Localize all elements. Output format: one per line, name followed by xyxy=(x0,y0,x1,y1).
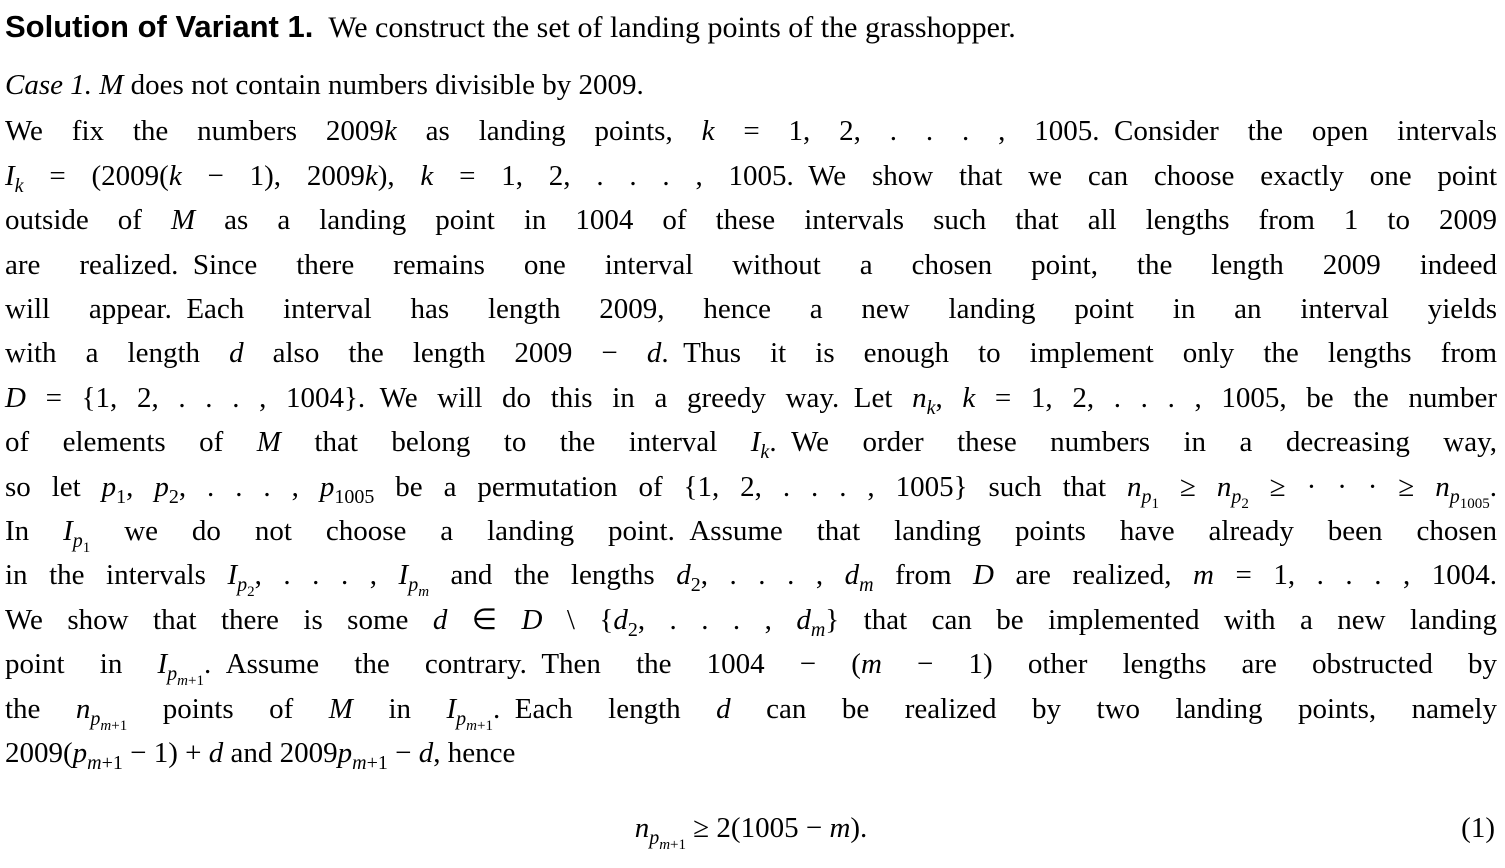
text-segment: Case 1. xyxy=(5,69,92,101)
text-segment: 1 xyxy=(116,485,127,508)
text-segment: p xyxy=(237,574,248,597)
text-segment: } that can be implemented with a new landing xyxy=(825,603,1498,636)
text-segment: from xyxy=(873,559,974,592)
text-segment: p xyxy=(72,737,88,770)
text-segment: +1 xyxy=(111,717,128,734)
text-segment: We show that there is some xyxy=(5,603,433,636)
text-segment: d xyxy=(229,337,244,370)
text-segment: are realized, xyxy=(993,559,1193,592)
text-segment: d xyxy=(796,603,811,636)
text-segment: d xyxy=(613,603,628,636)
text-segment: , . . . , xyxy=(178,470,320,503)
text-line xyxy=(5,509,1497,557)
text-segment: the xyxy=(5,692,76,725)
text-segment: m xyxy=(1192,559,1214,592)
text-segment: d xyxy=(844,559,860,592)
text-segment: M xyxy=(99,69,124,101)
text-segment: M xyxy=(256,426,281,459)
text-segment: in the intervals xyxy=(5,559,228,592)
text-segment: ≥ · · · ≥ xyxy=(1248,470,1436,503)
text-segment: m xyxy=(100,717,112,734)
text-segment: = 1, 2, . . . , 1005. We show that we can choose exactly one point xyxy=(433,159,1497,192)
case-1-heading xyxy=(5,63,1497,107)
text-segment: +1 xyxy=(477,717,493,734)
text-segment: as landing points, xyxy=(396,115,702,148)
text-segment: − 1) + xyxy=(122,737,209,770)
text-segment: p xyxy=(337,737,353,770)
text-segment: be a permutation of {1, 2, . . . , 1005} such that xyxy=(374,470,1127,503)
text-segment: in xyxy=(352,692,447,725)
text-segment: 1 xyxy=(82,540,91,557)
text-segment: with a length xyxy=(5,337,230,370)
text-segment: k xyxy=(701,115,715,148)
text-segment: p xyxy=(1449,485,1460,508)
text-segment: M xyxy=(170,204,196,237)
text-segment: p xyxy=(90,707,101,730)
text-segment: , hence xyxy=(433,737,516,770)
text-segment: I xyxy=(446,692,457,725)
text-segment: k xyxy=(760,441,770,464)
text-segment: k xyxy=(383,115,397,148)
text-segment: − xyxy=(387,737,419,770)
text-segment: p xyxy=(456,707,467,730)
text-segment: points of xyxy=(127,692,329,725)
text-line xyxy=(5,598,1497,642)
text-segment: I xyxy=(227,559,238,592)
text-segment: 2 xyxy=(247,584,255,601)
text-segment: point in xyxy=(5,648,158,681)
text-segment: \ { xyxy=(542,603,614,636)
text-segment: 2 xyxy=(690,574,701,597)
text-segment: m xyxy=(810,618,826,641)
text-segment: M xyxy=(328,692,353,725)
text-segment: − 1) other lengths are obstructed by xyxy=(881,648,1497,681)
text-segment: , xyxy=(126,470,155,503)
text-segment: so let xyxy=(5,470,102,503)
text-segment: n xyxy=(1127,470,1142,503)
text-line xyxy=(5,420,1497,464)
text-segment: . We order these numbers in a decreasing way, xyxy=(769,426,1497,459)
text-segment: I xyxy=(157,648,168,681)
text-segment: , xyxy=(935,381,963,414)
text-segment: d xyxy=(676,559,691,592)
text-line xyxy=(5,376,1497,420)
text-segment: k xyxy=(420,159,434,192)
text-segment: d xyxy=(432,603,448,636)
text-line xyxy=(5,331,1497,375)
text-segment: We construct the set of landing points of the grasshopper. xyxy=(313,11,1016,44)
text-segment: we do not choose a landing point. Assume that landing points have already been chosen xyxy=(90,515,1497,548)
text-segment: p xyxy=(72,530,83,553)
text-line xyxy=(5,553,1498,601)
text-segment: ), xyxy=(377,159,421,192)
text-segment: . Thus it is enough to implement only the lengths from xyxy=(661,337,1498,370)
text-segment: n xyxy=(912,381,927,414)
text-segment: D xyxy=(5,381,26,414)
text-segment: does not contain numbers divisible by 2009. xyxy=(123,69,644,101)
text-segment: , . . . , xyxy=(637,603,797,636)
text-segment: = (2009( xyxy=(23,159,169,192)
text-segment: d xyxy=(716,692,731,725)
text-segment: ≥ xyxy=(1159,470,1217,503)
text-segment: 2009( xyxy=(5,737,73,770)
text-line xyxy=(5,109,1497,153)
text-segment: and 2009 xyxy=(223,737,338,770)
text-segment: p xyxy=(154,470,169,503)
text-segment: k xyxy=(962,381,976,414)
text-segment: d xyxy=(208,737,224,770)
text-segment: . Assume the contrary. Then the 1004 − ( xyxy=(203,648,861,681)
text-segment: = {1, 2, . . . , 1004}. We will do this in a greedy way. Let xyxy=(25,381,913,414)
text-segment: m xyxy=(860,648,882,681)
text-line xyxy=(5,243,1497,287)
text-segment: +1 xyxy=(366,752,388,775)
text-segment: k xyxy=(168,159,182,192)
text-segment: 1005 xyxy=(334,485,375,508)
text-segment: as a landing point in 1004 of these intervals such that all lengths from 1 to 2009 xyxy=(195,204,1497,237)
text-line xyxy=(5,287,1497,331)
text-segment: . xyxy=(1489,470,1498,503)
text-segment: n xyxy=(634,811,650,844)
text-segment: ≥ 2(1005 − xyxy=(686,811,830,844)
text-segment: k xyxy=(926,396,936,419)
text-line xyxy=(5,154,1497,198)
text-segment: and the lengths xyxy=(429,559,677,592)
text-segment: k xyxy=(14,174,24,197)
text-segment: p xyxy=(1141,485,1152,508)
text-segment: also the length 2009 − xyxy=(243,337,647,370)
text-segment: I xyxy=(398,559,409,592)
text-segment: m xyxy=(659,836,671,853)
equation-number: (1) xyxy=(1461,811,1495,844)
text-segment: = 1, 2, . . . , 1005, be the number xyxy=(975,381,1498,414)
text-segment: − 1), 2009 xyxy=(181,159,365,192)
text-segment: p xyxy=(1231,485,1242,508)
text-segment: 1005 xyxy=(1459,495,1490,512)
text-segment: m xyxy=(859,574,874,597)
text-segment: m xyxy=(418,584,430,601)
text-line xyxy=(5,465,1498,512)
text-segment: n xyxy=(1216,470,1232,503)
text-segment: I xyxy=(750,426,761,459)
text-segment: p xyxy=(319,470,335,503)
text-segment: 1 xyxy=(1151,495,1159,512)
text-segment: d xyxy=(646,337,662,370)
text-segment: that belong to the interval xyxy=(280,426,751,459)
text-segment: Solution of Variant 1. xyxy=(5,9,314,44)
text-segment: 2 xyxy=(168,485,179,508)
text-segment: p xyxy=(649,826,660,849)
text-segment: ). xyxy=(850,811,868,844)
text-segment: m xyxy=(177,673,188,690)
text-segment: 2 xyxy=(1241,495,1249,512)
text-segment: d xyxy=(418,737,434,770)
text-segment: can be realized by two landing points, namely xyxy=(730,692,1497,725)
text-segment: of elements of xyxy=(5,426,257,459)
text-segment: p xyxy=(167,663,178,686)
text-segment: 2 xyxy=(627,618,638,641)
text-segment: , . . . , xyxy=(254,559,399,592)
text-segment: , . . . , xyxy=(700,559,845,592)
text-segment: In xyxy=(5,515,64,548)
text-segment: ∈ xyxy=(447,603,522,636)
text-segment: I xyxy=(63,515,73,548)
text-line xyxy=(5,687,1497,734)
solution-paragraph xyxy=(5,109,1497,775)
text-segment: I xyxy=(5,159,15,192)
text-segment: p xyxy=(408,574,419,597)
text-segment: k xyxy=(364,159,378,192)
solution-heading xyxy=(5,4,1497,51)
text-line xyxy=(5,198,1497,242)
equation-formula xyxy=(5,804,1497,852)
text-segment: = 1, . . . , 1004. xyxy=(1213,559,1498,592)
text-line xyxy=(5,642,1497,690)
text-segment: = 1, 2, . . . , 1005. Consider the open intervals xyxy=(714,115,1498,148)
text-segment: p xyxy=(101,470,117,503)
text-segment: are realized. Since there remains one interval without a chosen point, the length 2009 indeed xyxy=(5,248,1497,281)
text-segment: We fix the numbers 2009 xyxy=(5,115,384,148)
text-segment: +1 xyxy=(670,836,686,853)
equation-row xyxy=(5,804,1497,852)
text-segment: . Each length xyxy=(492,692,717,725)
text-segment: m xyxy=(352,752,367,775)
text-segment: D xyxy=(973,559,994,592)
text-segment: n xyxy=(75,692,91,725)
text-segment: outside of xyxy=(5,204,171,237)
text-segment: D xyxy=(521,603,543,636)
text-segment: n xyxy=(1435,470,1450,503)
text-segment: m xyxy=(829,811,851,844)
text-line xyxy=(5,731,1497,775)
text-segment: +1 xyxy=(187,673,204,690)
text-segment: will appear. Each interval has length 2009, hence a new landing point in an interval yields xyxy=(5,293,1497,326)
text-segment: +1 xyxy=(101,752,123,775)
text-segment: m xyxy=(87,752,102,775)
text-segment: m xyxy=(466,717,478,734)
